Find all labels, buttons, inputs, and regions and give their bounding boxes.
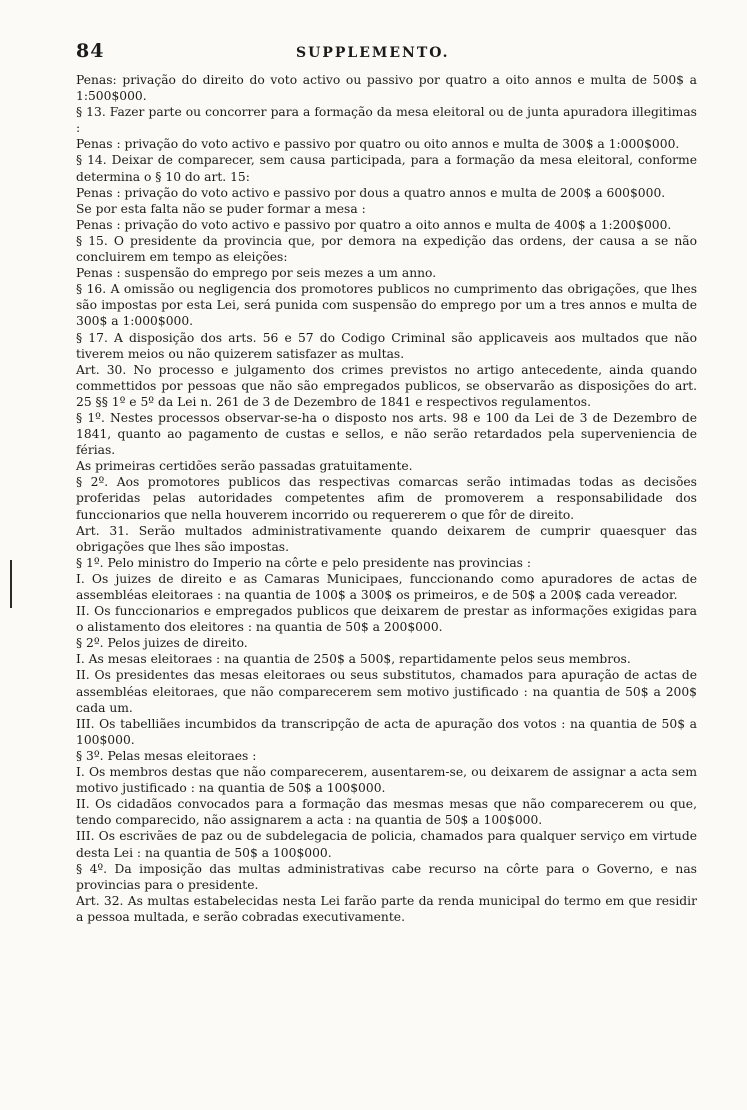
paragraph: § 16. A omissão ou negligencia dos promotores publicos no cumprimento das obrigações, que lhes são impostas por esta Lei, será punida com suspensão do emprego por um a tres annos e multa de 300$ a 1:000$000.	[76, 282, 697, 329]
paragraph: Se por esta falta não se puder formar a mesa :	[76, 201, 366, 216]
paragraph: § 15. O presidente da provincia que, por demora na expedição das ordens, der causa a se não concluirem em tempo as eleições:	[76, 233, 697, 265]
margin-mark	[10, 560, 12, 608]
paragraph: § 1º. Nestes processos observar-se-ha o disposto nos arts. 98 e 100 da Lei de 3 de Dezembro de 1841, quanto ao pagamento de custas e sellos, e não serão retardados pela superveniencia de férias.	[76, 410, 697, 458]
paragraph: Penas : privação do voto activo e passivo por dous a quatro annos e multa de 200$ a 600$000.	[76, 185, 666, 200]
paragraph: Art. 31. Serão multados administrativamente quando deixarem de cumprir quaesquer das obrigações que lhes são impostas.	[76, 523, 697, 554]
paragraph: I. Os membros destas que não comparecerem, ausentarem-se, ou deixarem de assignar a acta sem motivo justificado : na quantia de 50$ a 100$000.	[76, 765, 697, 796]
paragraph: § 3º. Pelas mesas eleitoraes :	[76, 748, 257, 763]
paragraph: II. Os funccionarios e empregados publicos que deixarem de prestar as informações exigidas para o alistamento dos eleitores : na quantia de 50$ a 200$000.	[76, 604, 697, 635]
running-title: SUPPLEMENTO.	[296, 45, 450, 61]
paragraph: § 2º. Pelos juizes de direito.	[76, 636, 248, 651]
paragraph: I. Os juizes de direito e as Camaras Municipaes, funccionando como apuradores de actas de assembléas eleitoraes : na quantia de 100$ a 300$ os primeiros, e de 50$ a 200$ cada vereador.	[76, 571, 697, 602]
page-header	[76, 40, 697, 72]
paragraph: Art. 32. As multas estabelecidas nesta Lei farão parte da renda municipal do termo em que residir a pessoa multada, e serão cobradas executivamente.	[76, 893, 697, 924]
paragraph: III. Os escrivães de paz ou de subdelegacia de policia, chamados para qualquer serviço em virtude desta Lei : na quantia de 50$ a 100$000.	[76, 829, 697, 860]
paragraph: I. As mesas eleitoraes : na quantia de 250$ a 500$, repartidamente pelos seus membros.	[76, 652, 631, 667]
paragraph: § 1º. Pelo ministro do Imperio na côrte e pelo presidente nas provincias :	[76, 555, 532, 570]
paragraph: Penas : privação do voto activo e passivo por quatro ou oito annos e multa de 300$ a 1:000$000.	[76, 137, 680, 152]
paragraph: II. Os presidentes das mesas eleitoraes ou seus substitutos, chamados para apuração de actas de assembléas eleitoraes, que não comparecerem sem motivo justificado : na quantia de 50$ a 200$ cada um.	[76, 668, 697, 715]
paragraph: As primeiras certidões serão passadas gratuitamente.	[76, 459, 413, 474]
paragraph: II. Os cidadãos convocados para a formação das mesmas mesas que não comparecerem ou que, tendo comparecido, não assignarem a acta : na quantia de 50$ a 100$000.	[76, 797, 697, 828]
paragraph: § 14. Deixar de comparecer, sem causa participada, para a formação da mesa eleitoral, conforme determina o § 10 do art. 15:	[76, 153, 697, 184]
paragraph: § 2º. Aos promotores publicos das respectivas comarcas serão intimadas todas as decisões proferidas pelas autoridades competentes afim de promoverem a responsabilidade dos funccionarios que nella houverem incorrido ou requererem o que fôr de direito.	[76, 475, 697, 522]
paragraph: § 4º. Da imposição das multas administrativas cabe recurso na côrte para o Governo, e nas provincias para o presidente.	[76, 861, 697, 892]
paragraph: Penas : suspensão do emprego por seis mezes a um anno.	[76, 266, 437, 281]
paragraph: Penas : privação do voto activo e passivo por quatro a oito annos e multa de 400$ a 1:200$000.	[76, 217, 672, 232]
paragraph: III. Os tabelliães incumbidos da transcripção de acta de apuração dos votos : na quantia de 50$ a 100$000.	[76, 716, 697, 747]
paragraph: § 13. Fazer parte ou concorrer para a formação da mesa eleitoral ou de junta apuradora illegitimas :	[76, 105, 697, 136]
paragraph: § 17. A disposição dos arts. 56 e 57 do Codigo Criminal são applicaveis aos multados que não tiverem meios ou não quizerem satisfazer as multas.	[76, 330, 697, 361]
paragraph: Penas: privação do direito do voto activo ou passivo por quatro a oito annos e multa de 500$ a 1:500$000.	[76, 73, 697, 104]
page-number: 84	[76, 40, 105, 62]
body-text	[76, 72, 697, 925]
paragraph: Art. 30. No processo e julgamento dos crimes previstos no artigo antecedente, ainda quando commettidos por pessoas que não são empregados publicos, se observarão as disposições do art. 25 §§ 1º e 5º da Lei n. 261 de 3 de Dezembro de 1841 e respectivos regulamentos.	[76, 362, 697, 409]
